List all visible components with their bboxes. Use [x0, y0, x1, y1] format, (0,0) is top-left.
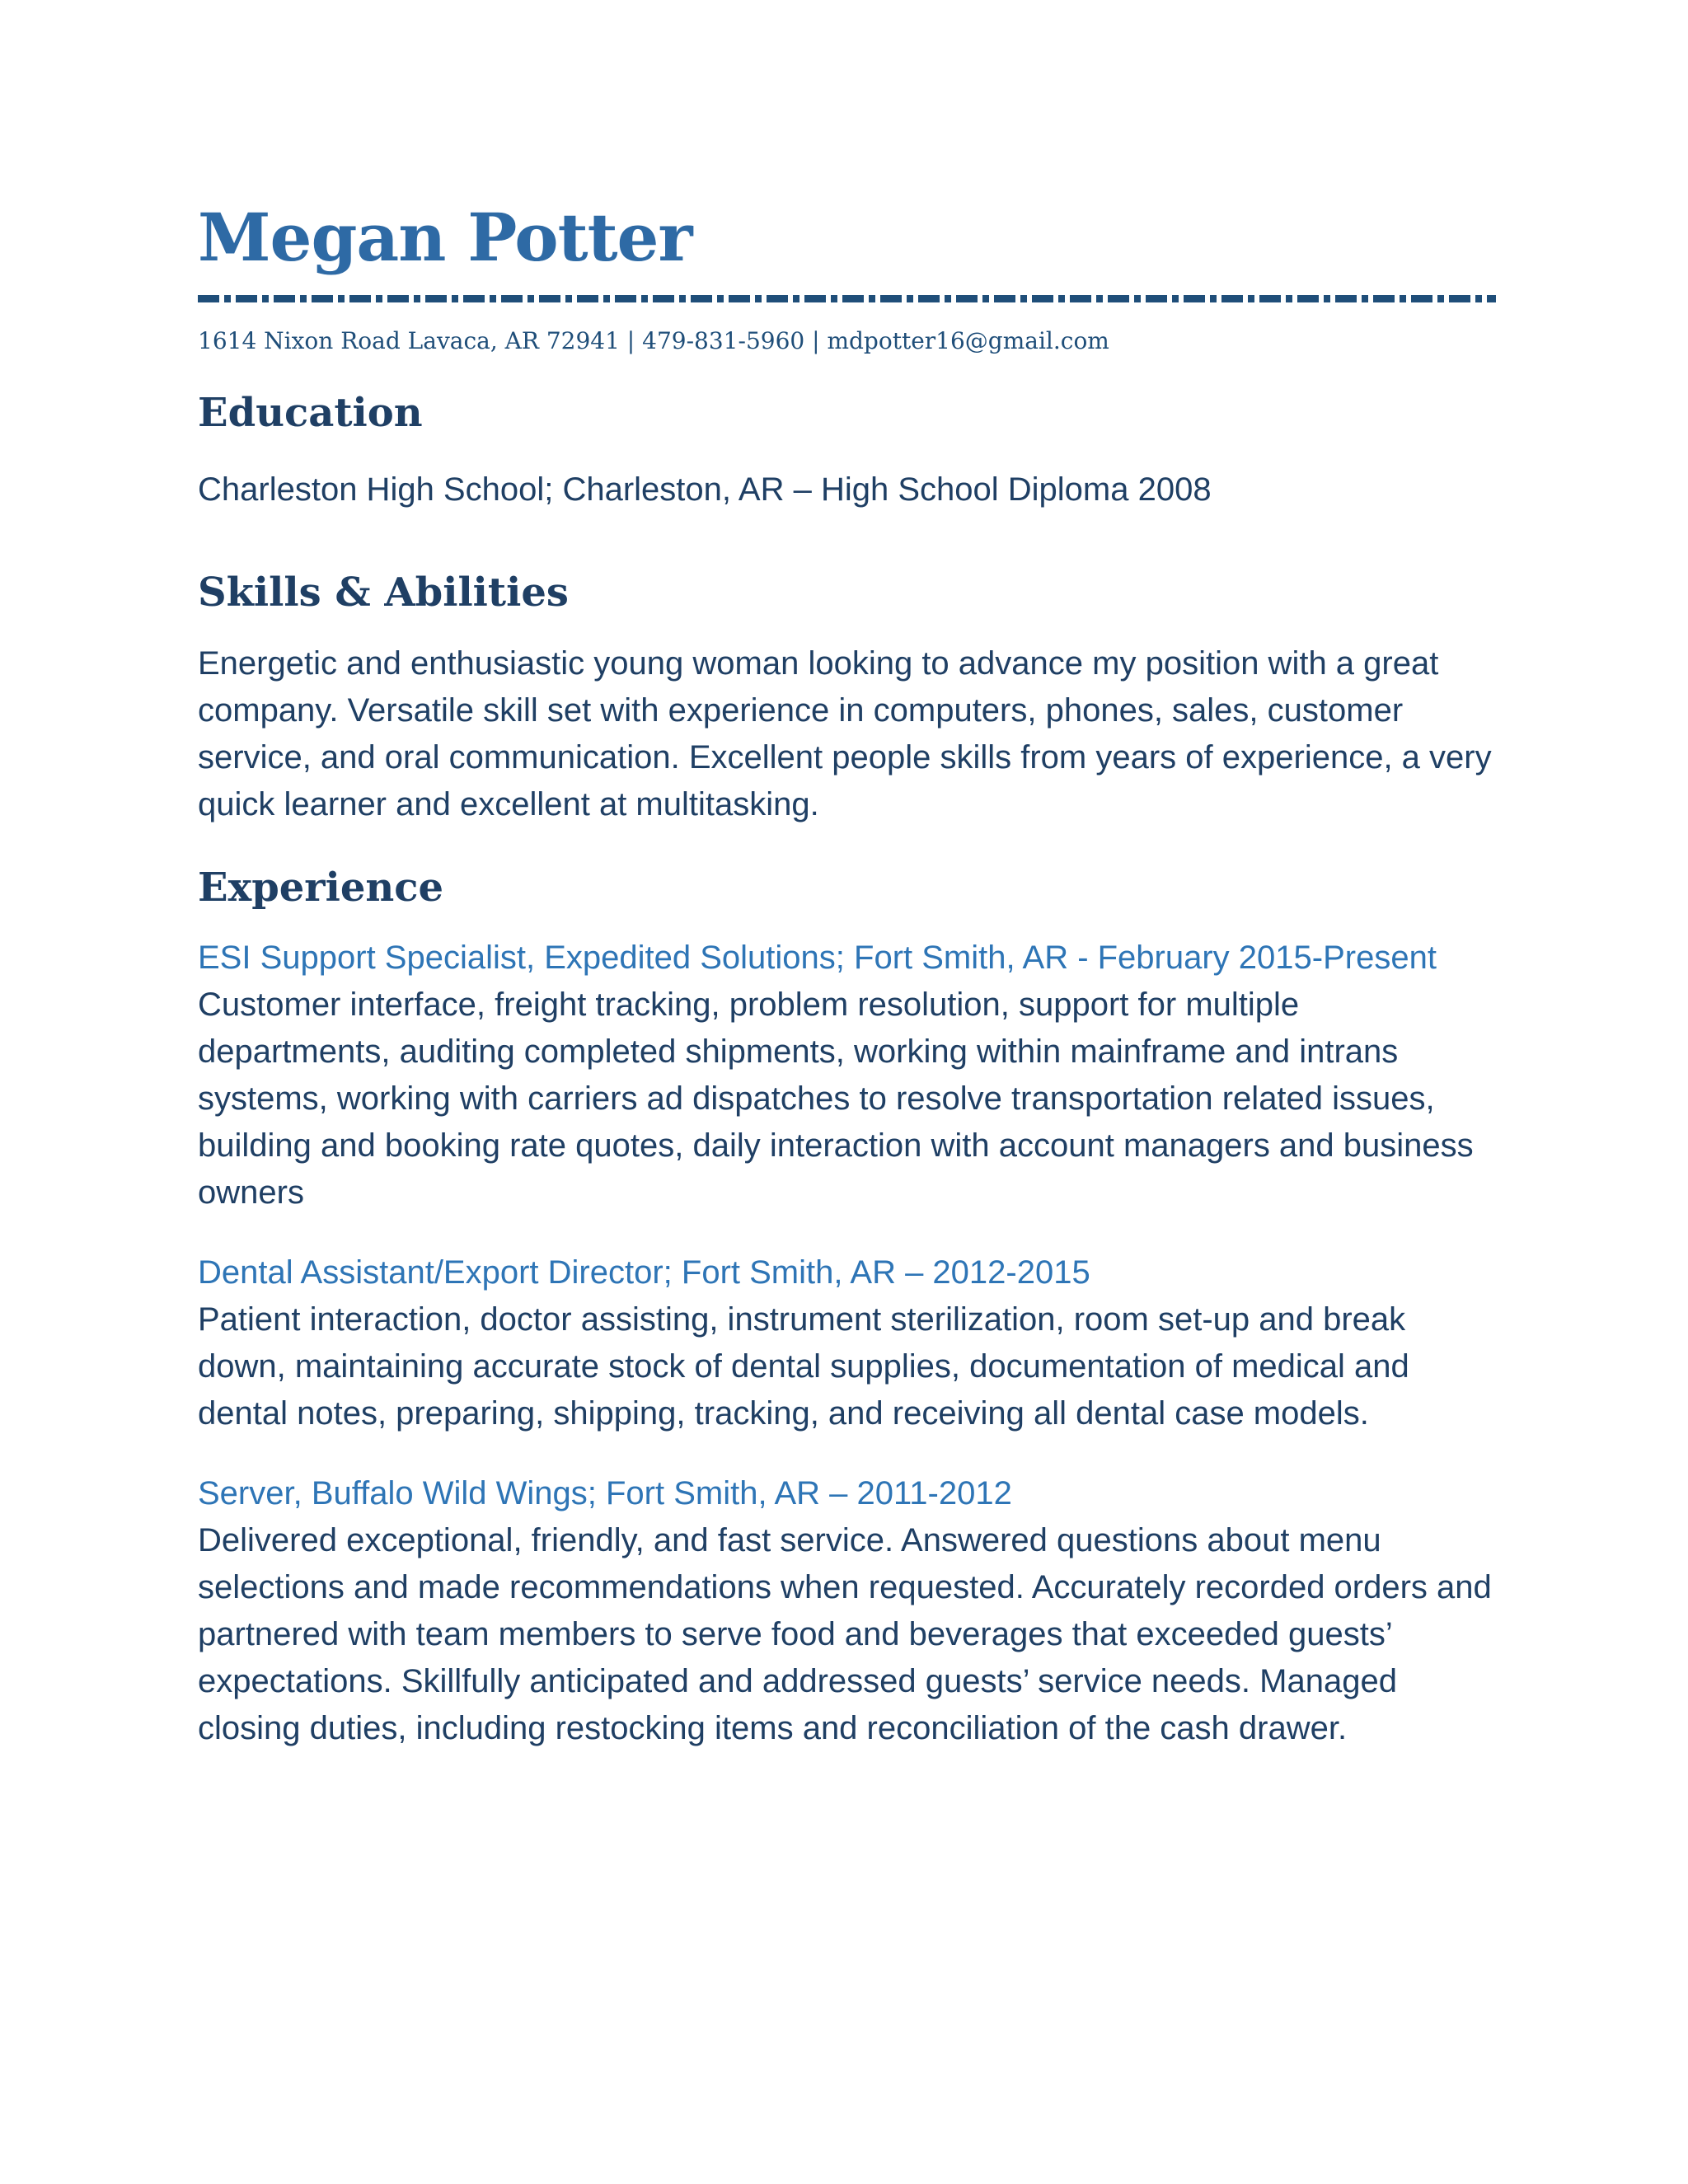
skills-section: [198, 569, 1496, 828]
job-title: Server, Buffalo Wild Wings; Fort Smith, AR – 2011-2012: [198, 1475, 1012, 1512]
experience-heading: Experience: [198, 864, 444, 911]
experience-section: [198, 865, 1496, 1753]
skills-summary: Energetic and enthusiastic young woman looking to advance my position with a great company. Versatile skill set with experience in computers, phones, sales, customer service, and oral communication. Excellent people skills from years of experience, a very quick learner and excellent at multitasking.: [198, 644, 1492, 823]
job-title: Dental Assistant/Export Director; Fort Smith, AR – 2012-2015: [198, 1254, 1090, 1291]
job-title: ESI Support Specialist, Expedited Solutions; Fort Smith, AR - February 2015-Present: [198, 940, 1437, 977]
job-description: Customer interface, freight tracking, problem resolution, support for multiple departments, auditing completed shipments, working within mainframe and intrans systems, working with carriers ad dispatches to resolve transportation related issues, building and booking rate quotes, daily interaction with account managers and business owners: [198, 987, 1474, 1212]
job-description: Patient interaction, doctor assisting, instrument sterilization, room set-up and break down, maintaining accurate stock of dental supplies, documentation of medical and dental notes, preparing, shipping, tracking, and receiving all dental case models.: [198, 1301, 1409, 1432]
education-section: [198, 390, 1496, 514]
job-entry: [198, 935, 1496, 1216]
resume-name: Megan Potter: [198, 199, 692, 276]
education-entry: Charleston High School; Charleston, AR – High School Diploma 2008: [198, 471, 1212, 509]
job-entry: [198, 1249, 1496, 1437]
contact-info: 1614 Nixon Road Lavaca, AR 72941 | 479-831-5960 | mdpotter16@gmail.com: [198, 327, 1109, 354]
resume-page: [198, 198, 1496, 1752]
education-heading: Education: [198, 389, 423, 436]
dashed-divider: [198, 295, 1496, 302]
skills-heading: Skills & Abilities: [198, 569, 569, 616]
job-description: Delivered exceptional, friendly, and fast service. Answered questions about menu selections and made recommendations when requested. Accurately recorded orders and partnered with team members to serve food and beverages that exceeded guests’ expectations. Skillfully anticipated and addressed guests’ service needs. Managed closing duties, including restocking items and reconciliation of the cash drawer.: [198, 1522, 1492, 1747]
job-entry: [198, 1470, 1496, 1752]
